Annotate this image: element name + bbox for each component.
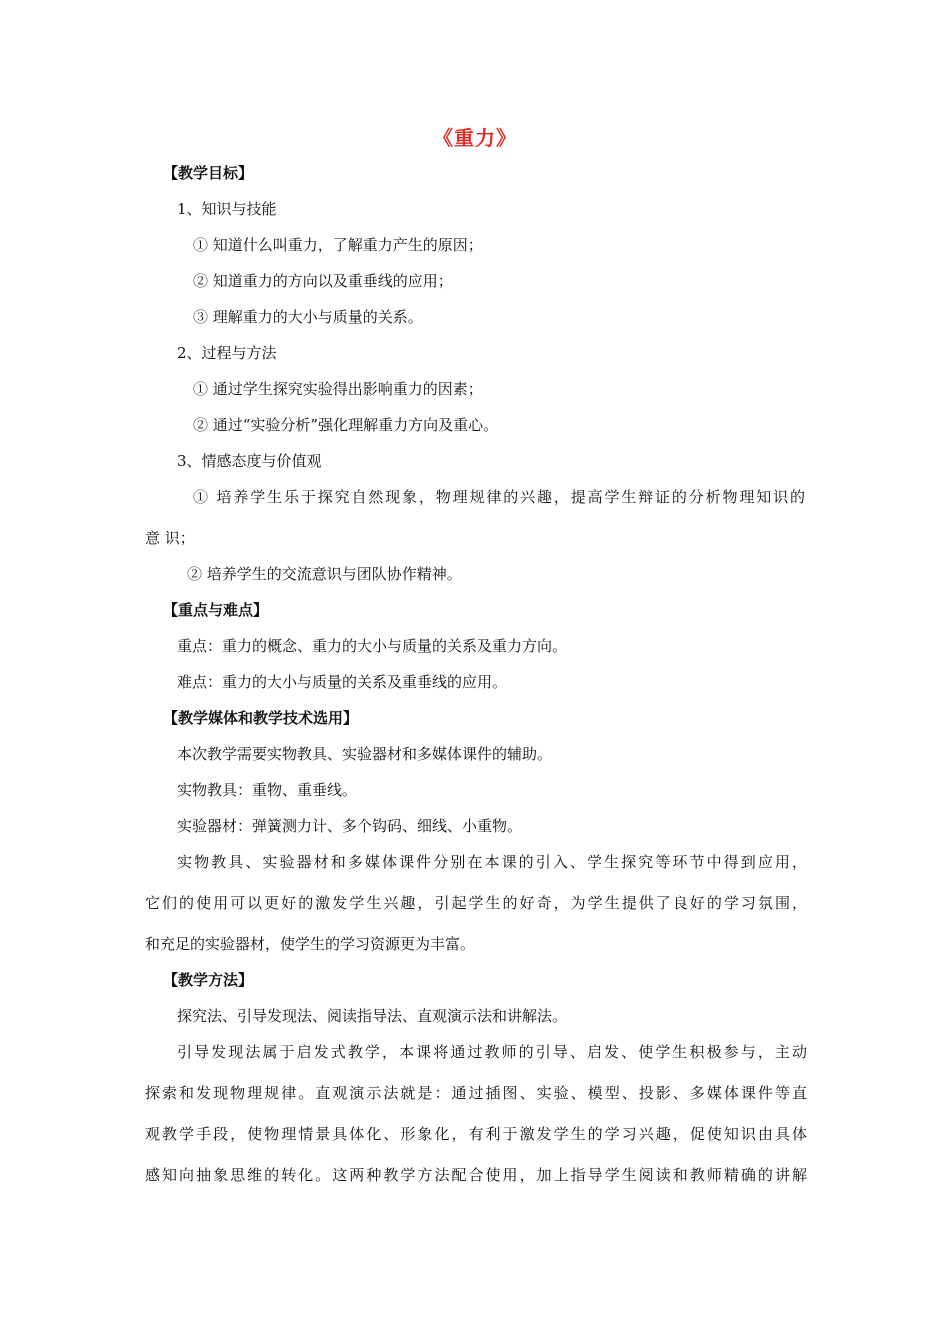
section-heading-media: 【教学媒体和教学技术选用】 — [163, 709, 359, 727]
methods-paragraph-line: 感知向抽象思维的转化。这两种教学方法配合使用，加上指导学生阅读和教师精确的讲解 — [145, 1166, 807, 1184]
media-intro: 本次教学需要实物教具、实验器材和多媒体课件的辅助。 — [177, 745, 553, 763]
goal-item: ② 培养学生的交流意识与团队协作精神。 — [187, 565, 462, 583]
methods-paragraph-line: 探索和发现物理规律。直观演示法就是：通过插图、实验、模型、投影、多媒体课件等直 — [145, 1084, 807, 1102]
subsection-attitude-values: 3、情感态度与价值观 — [177, 452, 322, 470]
media-paragraph-line: 它们的使用可以更好的激发学生兴趣，引起学生的好奇，为学生提供了良好的学习氛围， — [145, 894, 807, 912]
goal-item: ① 知道什么叫重力，了解重力产生的原因； — [193, 236, 483, 254]
media-paragraph-line: 实物教具、实验器材和多媒体课件分别在本课的引入、学生探究等环节中得到应用， — [177, 853, 807, 871]
methods-paragraph-line: 引导发现法属于启发式教学，本课将通过教师的引导、启发、使学生积极参与，主动 — [177, 1043, 807, 1061]
methods-paragraph-line: 观教学手段，使物理情景具体化、形象化，有利于激发学生的学习兴趣，促使知识由具体 — [145, 1125, 807, 1143]
section-heading-key-points: 【重点与难点】 — [163, 601, 269, 619]
media-tools: 实物教具：重物、重垂线。 — [177, 781, 358, 799]
section-heading-goals: 【教学目标】 — [163, 164, 254, 182]
goal-item: ① 培养学生乐于探究自然现象，物理规律的兴趣，提高学生辩证的分析物理知识的 — [193, 488, 805, 506]
subsection-process-method: 2、过程与方法 — [177, 344, 277, 362]
section-heading-methods: 【教学方法】 — [163, 971, 254, 989]
goal-item: ③ 理解重力的大小与质量的关系。 — [193, 308, 423, 326]
goal-item: ② 通过“实验分析”强化理解重力方向及重心。 — [193, 416, 499, 434]
subsection-knowledge-skills: 1、知识与技能 — [177, 200, 277, 218]
key-point-text: 重点：重力的概念、重力的大小与质量的关系及重力方向。 — [177, 637, 568, 655]
goal-item-continuation: 意 识； — [145, 529, 195, 547]
media-equipment: 实验器材：弹簧测力计、多个钩码、细线、小重物。 — [177, 817, 523, 835]
document-title: 《重力》 — [433, 126, 517, 150]
methods-list: 探究法、引导发现法、阅读指导法、直观演示法和讲解法。 — [177, 1007, 568, 1025]
difficult-point-text: 难点：重力的大小与质量的关系及重垂线的应用。 — [177, 673, 508, 691]
goal-item: ② 知道重力的方向以及重垂线的应用； — [193, 272, 453, 290]
media-paragraph-line: 和充足的实验器材，使学生的学习资源更为丰富。 — [145, 935, 476, 953]
goal-item: ① 通过学生探究实验得出影响重力的因素； — [193, 380, 483, 398]
